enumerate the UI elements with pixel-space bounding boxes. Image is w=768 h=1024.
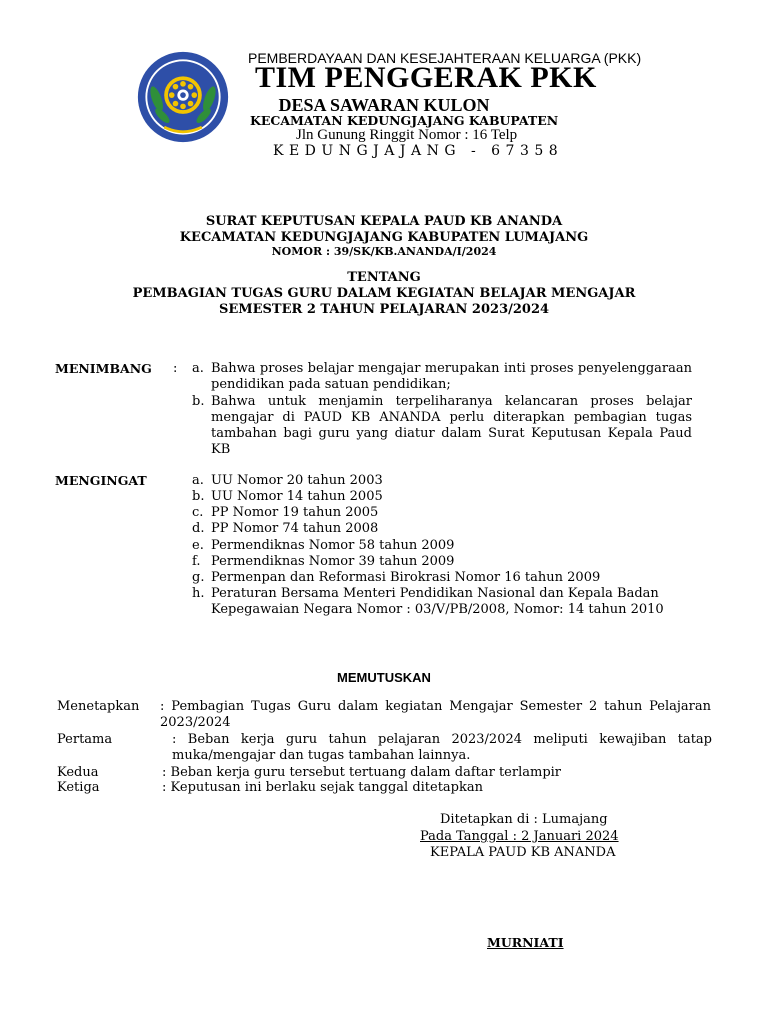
menimbang-item-a: Bahwa proses belajar mengajar merupakan inti proses penyelenggaraan pendidikan pada satuan pendidikan; [211, 361, 692, 392]
mengingat-item-g: Permenpan dan Reformasi Birokrasi Nomor 16 tahun 2009 [211, 570, 601, 585]
decree-number: NOMOR : 39/SK/KB.ANANDA/I/2024 [271, 245, 497, 258]
ketiga-label: Ketiga [57, 780, 100, 795]
menetapkan-label: Menetapkan [57, 699, 140, 714]
decree-subject-line1: PEMBAGIAN TUGAS GURU DALAM KEGIATAN BELAJAR MENGAJAR [132, 286, 636, 301]
letterhead-village: DESA SAWARAN KULON [278, 95, 490, 115]
kedua-text: : Beban kerja guru tersebut tertuang dalam daftar terlampir [162, 765, 562, 780]
letterhead-title: TIM PENGGERAK PKK [255, 61, 597, 94]
signature-position: KEPALA PAUD KB ANANDA [430, 845, 616, 860]
mengingat-marker-a: a. [192, 473, 204, 488]
signature-place: Ditetapkan di : Lumajang [440, 812, 608, 827]
letterhead-district: KECAMATAN KEDUNGJAJANG KABUPATEN [250, 113, 559, 128]
mengingat-item-e: Permendiknas Nomor 58 tahun 2009 [211, 538, 455, 553]
kedua-label: Kedua [57, 765, 99, 780]
mengingat-item-h-line1: Peraturan Bersama Menteri Pendidikan Nasional dan Kepala Badan [211, 586, 659, 601]
decree-title-line1: SURAT KEPUTUSAN KEPALA PAUD KB ANANDA [205, 214, 563, 229]
decree-about: TENTANG [347, 270, 421, 285]
mengingat-item-f: Permendiknas Nomor 39 tahun 2009 [211, 554, 455, 569]
letterhead-address: Jln Gunung Ringgit Nomor : 16 Telp [296, 127, 518, 143]
decree-subject-line2: SEMESTER 2 TAHUN PELAJARAN 2023/2024 [218, 302, 550, 317]
menimbang-label: MENIMBANG [55, 361, 152, 376]
mengingat-marker-c: c. [192, 505, 204, 520]
mengingat-item-h-line2: Kepegawaian Negara Nomor : 03/V/PB/2008, Nomor: 14 tahun 2010 [211, 602, 664, 617]
letterhead-postal: KEDUNGJAJANG - 67358 [273, 143, 564, 159]
menimbang-marker-b: b. [192, 394, 205, 409]
mengingat-item-c: PP Nomor 19 tahun 2005 [211, 505, 379, 520]
menimbang-colon: : [173, 361, 178, 376]
mengingat-item-b: UU Nomor 14 tahun 2005 [211, 489, 383, 504]
mengingat-marker-b: b. [192, 489, 205, 504]
mengingat-marker-f: f. [192, 554, 201, 569]
menetapkan-text-content: : Pembagian Tugas Guru dalam kegiatan Mengajar Semester 2 tahun Pelajaran 2023/2024 [160, 699, 711, 730]
mengingat-marker-d: d. [192, 521, 205, 536]
menimbang-item-b: Bahwa untuk menjamin terpeliharanya kelancaran proses belajar mengajar di PAUD KB ANANDA perlu diterapkan pembagian tugas tambahan bagi guru yang diatur dalam Surat Keputusan Kepala Paud KB [211, 394, 692, 457]
ketiga-text: : Keputusan ini berlaku sejak tanggal ditetapkan [162, 780, 484, 795]
menetapkan-text [160, 699, 711, 731]
mengingat-marker-g: g. [192, 570, 205, 585]
decree-title-line2: KECAMATAN KEDUNGJAJANG KABUPATEN LUMAJANG [179, 230, 589, 245]
signature-name: MURNIATI [487, 935, 564, 950]
memutuskan-heading: MEMUTUSKAN [337, 670, 431, 685]
mengingat-marker-h: h. [192, 586, 205, 601]
menimbang-marker-a: a. [192, 361, 204, 376]
mengingat-item-a: UU Nomor 20 tahun 2003 [211, 473, 383, 488]
signature-date: Pada Tanggal : 2 Januari 2024 [420, 829, 619, 844]
pertama-label: Pertama [57, 732, 113, 747]
mengingat-item-d: PP Nomor 74 tahun 2008 [211, 521, 379, 536]
letterhead-org-line: PEMBERDAYAAN DAN KESEJAHTERAAN KELUARGA (PKK) [248, 50, 642, 66]
mengingat-marker-e: e. [192, 538, 204, 553]
pertama-text: : Beban kerja guru tahun pelajaran 2023/2024 meliputi kewajiban tatap muka/mengajar dan tugas tambahan lainnya. [172, 732, 712, 763]
mengingat-label: MENGINGAT [55, 473, 147, 488]
